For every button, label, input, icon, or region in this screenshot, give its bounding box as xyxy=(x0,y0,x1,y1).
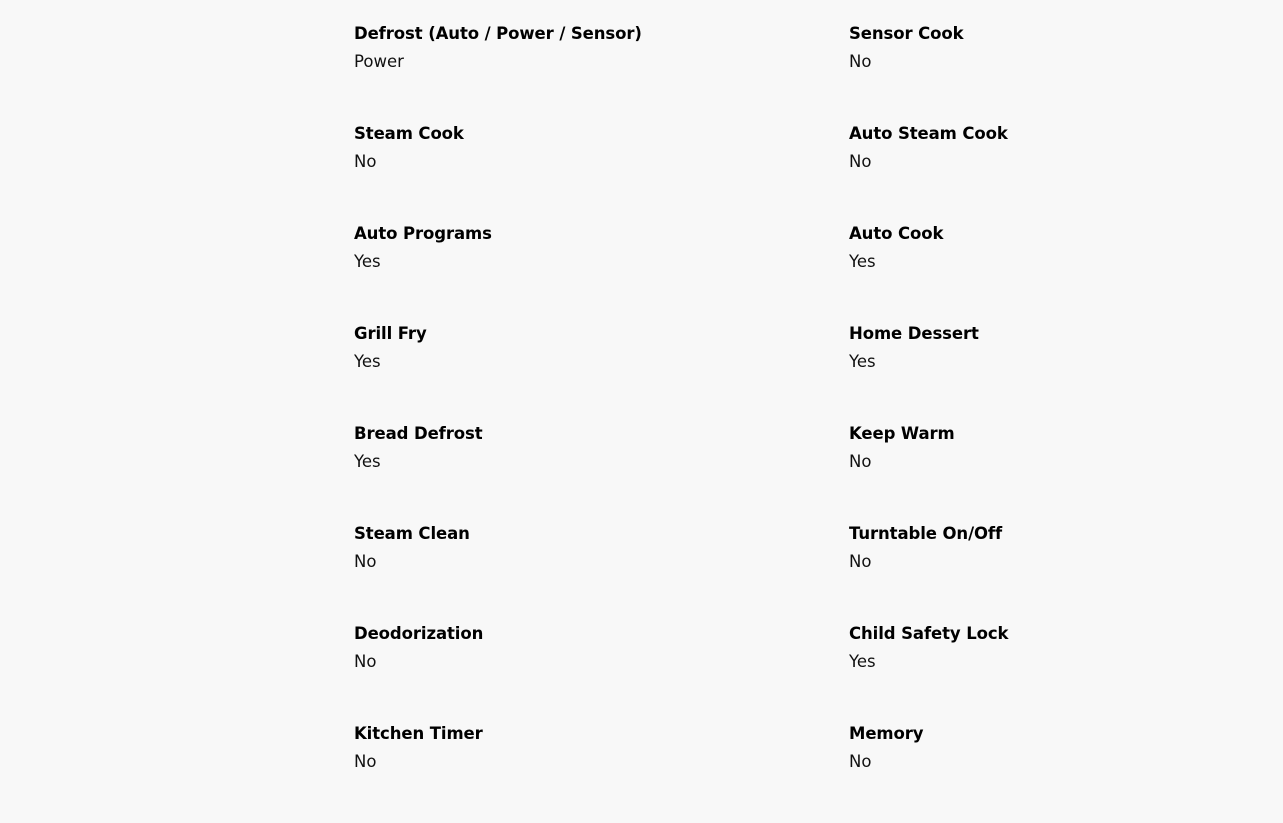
spec-grid xyxy=(354,23,1074,823)
spec-grill-fry xyxy=(354,323,849,423)
spec-label: Keep Warm xyxy=(849,424,955,443)
spec-defrost xyxy=(354,23,849,123)
spec-label: Grill Fry xyxy=(354,324,427,343)
spec-deodorization xyxy=(354,623,849,723)
spec-label: Kitchen Timer xyxy=(354,724,483,743)
spec-value: Power xyxy=(354,52,404,71)
spec-value: No xyxy=(354,652,377,671)
spec-label: Auto Cook xyxy=(849,224,944,243)
spec-label: Sensor Cook xyxy=(849,24,964,43)
spec-value: No xyxy=(849,752,872,771)
spec-turntable xyxy=(849,523,1074,623)
spec-bread-defrost xyxy=(354,423,849,523)
spec-label: Deodorization xyxy=(354,624,484,643)
spec-value: No xyxy=(354,552,377,571)
spec-auto-programs xyxy=(354,223,849,323)
spec-keep-warm xyxy=(849,423,1074,523)
spec-label: Auto Programs xyxy=(354,224,492,243)
spec-memory xyxy=(849,723,1074,823)
spec-value: Yes xyxy=(354,252,381,271)
spec-label: Child Safety Lock xyxy=(849,624,1009,643)
spec-value: Yes xyxy=(849,352,876,371)
spec-sensor-cook xyxy=(849,23,1074,123)
spec-value: Yes xyxy=(849,252,876,271)
spec-home-dessert xyxy=(849,323,1074,423)
spec-value: No xyxy=(849,152,872,171)
spec-label: Turntable On/Off xyxy=(849,524,1003,543)
spec-steam-cook xyxy=(354,123,849,223)
spec-value: No xyxy=(354,752,377,771)
spec-value: No xyxy=(354,152,377,171)
spec-value: Yes xyxy=(849,652,876,671)
spec-value: No xyxy=(849,52,872,71)
spec-auto-steam-cook xyxy=(849,123,1074,223)
spec-label: Defrost (Auto / Power / Sensor) xyxy=(354,24,642,43)
spec-label: Bread Defrost xyxy=(354,424,483,443)
spec-label: Steam Clean xyxy=(354,524,470,543)
spec-child-safety-lock xyxy=(849,623,1074,723)
spec-label: Steam Cook xyxy=(354,124,464,143)
spec-label: Home Dessert xyxy=(849,324,979,343)
spec-value: No xyxy=(849,452,872,471)
spec-value: Yes xyxy=(354,352,381,371)
spec-auto-cook xyxy=(849,223,1074,323)
spec-kitchen-timer xyxy=(354,723,849,823)
spec-value: No xyxy=(849,552,872,571)
spec-value: Yes xyxy=(354,452,381,471)
spec-steam-clean xyxy=(354,523,849,623)
spec-label: Memory xyxy=(849,724,924,743)
spec-label: Auto Steam Cook xyxy=(849,124,1008,143)
